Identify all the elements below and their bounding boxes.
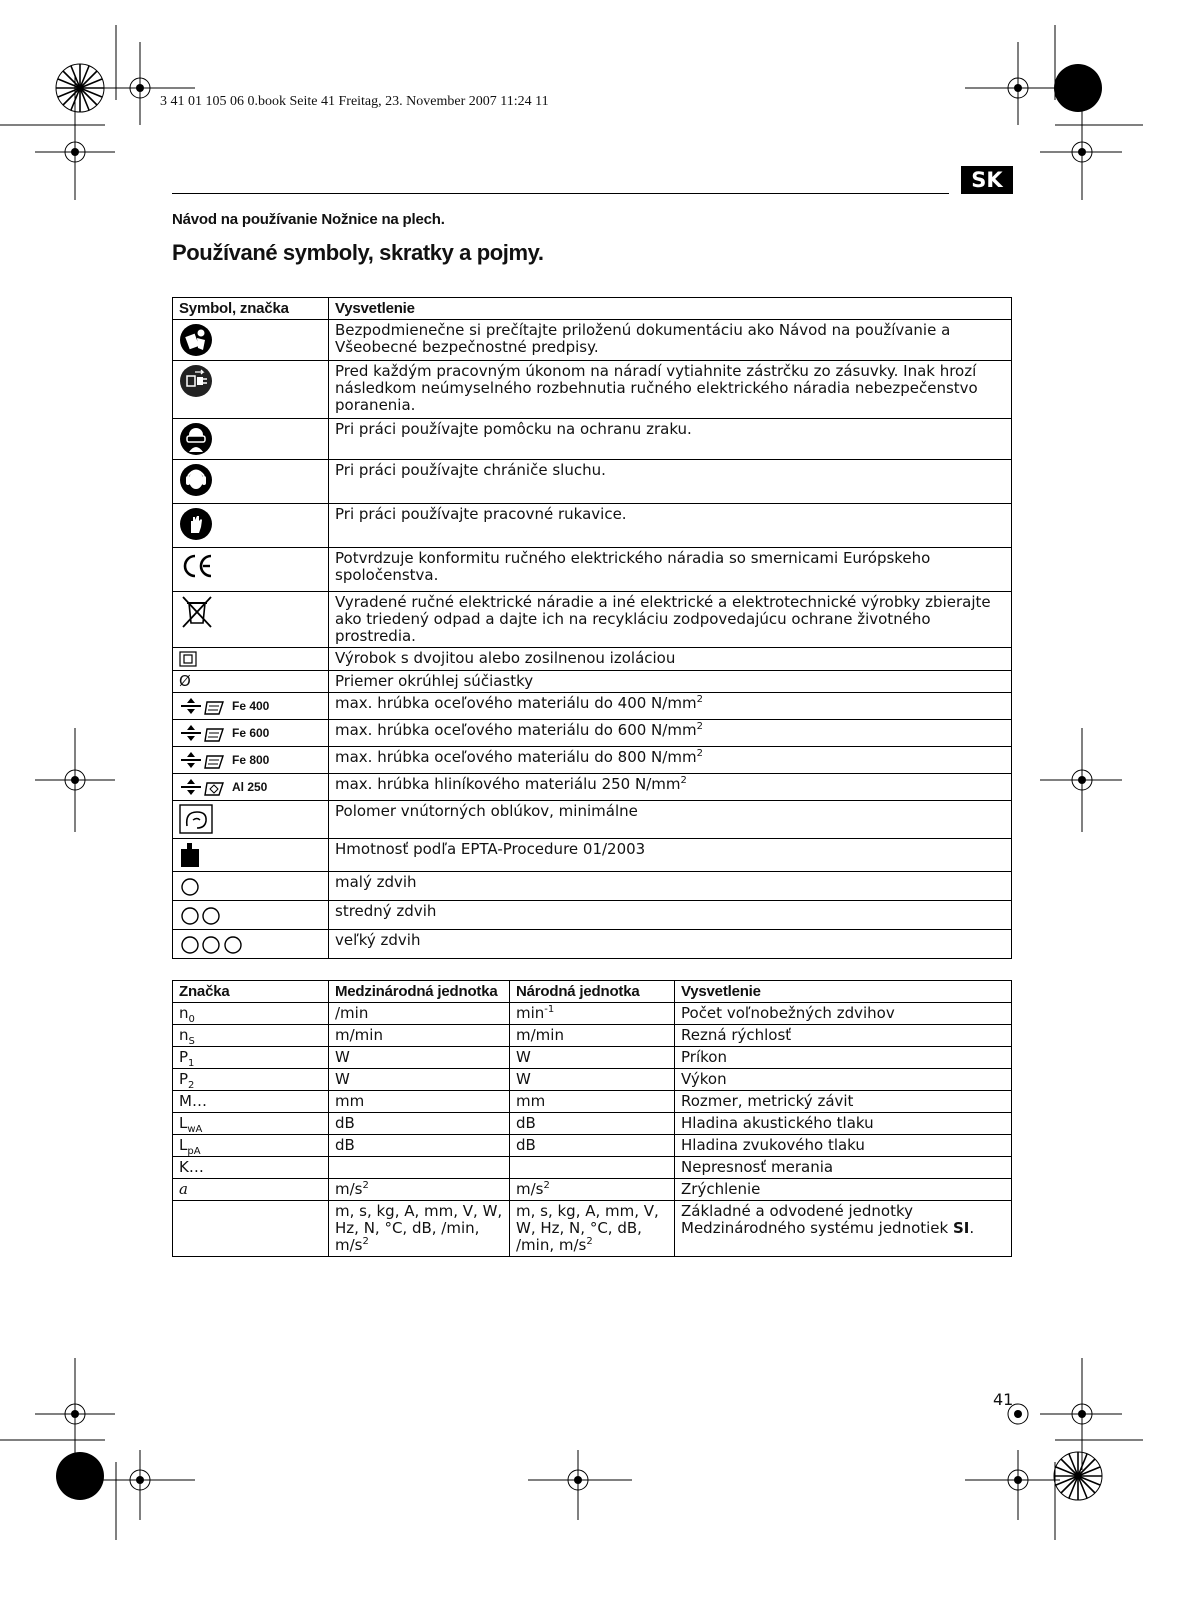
explanation: Základné a odvodené jednotky Medzinárodného systému jednotiek bbox=[681, 1202, 953, 1237]
explanation: Hladina akustického tlaku bbox=[675, 1113, 1012, 1135]
table-row bbox=[173, 801, 1012, 839]
table-row bbox=[173, 419, 1012, 460]
col-explanation: Vysvetlenie bbox=[675, 981, 1012, 1003]
units-table-header bbox=[173, 981, 1012, 1003]
mark-subscript: 0 bbox=[188, 1014, 195, 1025]
mark: P bbox=[179, 1048, 189, 1066]
table-row bbox=[173, 460, 1012, 504]
col-international-unit: Medzinárodná jednotka bbox=[329, 981, 510, 1003]
superscript: 2 bbox=[680, 775, 687, 786]
steel-grade-label: Fe 400 bbox=[232, 698, 270, 713]
row-text: Bezpodmienečne si prečítajte priloženú dokumentáciu ako Návod na používanie a Všeobecné bezpečnostné predpisy. bbox=[329, 320, 1012, 361]
weight-icon bbox=[179, 842, 201, 868]
steel-grade-label: Fe 600 bbox=[232, 725, 270, 740]
mark: L bbox=[179, 1114, 188, 1132]
table-row bbox=[173, 1157, 1012, 1179]
superscript: 2 bbox=[696, 748, 703, 759]
mark: n bbox=[179, 1026, 189, 1044]
col-mark: Značka bbox=[173, 981, 329, 1003]
explanation: Rozmer, metrický závit bbox=[675, 1091, 1012, 1113]
superscript: 2 bbox=[543, 1180, 550, 1191]
mark: M… bbox=[173, 1091, 329, 1113]
inner-radius-icon bbox=[179, 804, 213, 834]
table-row bbox=[173, 839, 1012, 872]
units-table bbox=[172, 980, 1012, 1257]
table-row bbox=[173, 693, 1012, 720]
thickness-steel-icon bbox=[179, 723, 227, 743]
international-unit: mm bbox=[329, 1091, 510, 1113]
row-text: Pri práci používajte chrániče sluchu. bbox=[329, 460, 1012, 504]
mark bbox=[173, 1201, 329, 1257]
double-insulation-icon bbox=[179, 651, 197, 667]
row-text: Potvrdzuje konformitu ručného elektrického náradia so smernicami Európskeho spoločenstva. bbox=[329, 548, 1012, 592]
national-unit: W bbox=[510, 1069, 675, 1091]
table-row bbox=[173, 1135, 1012, 1157]
superscript: 2 bbox=[696, 694, 703, 705]
table-row bbox=[173, 1179, 1012, 1201]
col-symbol: Symbol, značka bbox=[173, 298, 329, 320]
superscript: 2 bbox=[362, 1180, 369, 1191]
international-unit: dB bbox=[329, 1135, 510, 1157]
superscript: 2 bbox=[586, 1236, 593, 1247]
mark: P bbox=[179, 1070, 189, 1088]
unplug-icon bbox=[179, 364, 213, 398]
symbols-table bbox=[172, 297, 1012, 959]
manual-subtitle: Návod na používanie Nožnice na plech. bbox=[172, 211, 445, 228]
table-row bbox=[173, 1025, 1012, 1047]
table-row bbox=[173, 1069, 1012, 1091]
row-text: Pri práci používajte pomôcku na ochranu zraku. bbox=[329, 419, 1012, 460]
explanation: Rezná rýchlosť bbox=[675, 1025, 1012, 1047]
header-rule bbox=[172, 193, 949, 194]
table-row bbox=[173, 648, 1012, 671]
mark-subscript: 2 bbox=[188, 1080, 195, 1091]
row-text: Pri práci používajte pracovné rukavice. bbox=[329, 504, 1012, 548]
page-title: Používané symboly, skratky a pojmy. bbox=[172, 240, 544, 265]
table-row bbox=[173, 872, 1012, 901]
aluminium-grade-label: Al 250 bbox=[232, 779, 268, 794]
superscript: -1 bbox=[544, 1004, 555, 1015]
row-text: max. hrúbka oceľového materiálu do 400 N/mm bbox=[335, 694, 697, 712]
table-row bbox=[173, 361, 1012, 419]
table-row bbox=[173, 774, 1012, 801]
diameter-symbol: Ø bbox=[173, 671, 329, 693]
language-badge: SK bbox=[961, 166, 1013, 194]
mark-subscript: pA bbox=[187, 1146, 201, 1157]
three-circles-icon bbox=[179, 933, 245, 955]
international-unit: m/s bbox=[335, 1180, 363, 1198]
table-row bbox=[173, 1113, 1012, 1135]
explanation: Príkon bbox=[675, 1047, 1012, 1069]
col-explanation: Vysvetlenie bbox=[329, 298, 1012, 320]
explanation-end: . bbox=[969, 1219, 975, 1237]
international-unit: m, s, kg, A, mm, V, W, Hz, N, °C, dB, /min, m/s bbox=[335, 1202, 503, 1254]
table-row bbox=[173, 671, 1012, 693]
row-text: max. hrúbka oceľového materiálu do 800 N/mm bbox=[335, 748, 697, 766]
mark-subscript: 1 bbox=[188, 1058, 195, 1069]
table-row bbox=[173, 930, 1012, 959]
read-manual-icon bbox=[179, 323, 213, 357]
mark: L bbox=[179, 1136, 188, 1154]
mark: a bbox=[173, 1179, 329, 1201]
national-unit: dB bbox=[510, 1113, 675, 1135]
print-header-line: 3 41 01 105 06 0.book Seite 41 Freitag, 23. November 2007 11:24 11 bbox=[160, 94, 549, 109]
international-unit: W bbox=[329, 1069, 510, 1091]
col-national-unit: Národná jednotka bbox=[510, 981, 675, 1003]
international-unit: dB bbox=[329, 1113, 510, 1135]
si-abbrev: SI bbox=[953, 1219, 970, 1237]
crossed-bin-icon bbox=[179, 595, 215, 629]
explanation: Výkon bbox=[675, 1069, 1012, 1091]
steel-grade-label: Fe 800 bbox=[232, 752, 270, 767]
international-unit: m/min bbox=[329, 1025, 510, 1047]
table-row bbox=[173, 1047, 1012, 1069]
mark-subscript: wA bbox=[187, 1124, 203, 1135]
row-text: Pred každým pracovným úkonom na náradí vytiahnite zástrčku zo zásuvky. Inak hrozí následkom neúmyselného rozbehnutia ručného elektrického náradia nebezpečenstvo poranenia. bbox=[329, 361, 1012, 419]
international-unit bbox=[329, 1157, 510, 1179]
row-text: max. hrúbka oceľového materiálu do 600 N/mm bbox=[335, 721, 697, 739]
national-unit: dB bbox=[510, 1135, 675, 1157]
table-row bbox=[173, 1091, 1012, 1113]
international-unit: /min bbox=[329, 1003, 510, 1025]
thickness-steel-icon bbox=[179, 750, 227, 770]
row-text: Vyradené ručné elektrické náradie a iné elektrické a elektrotechnické výrobky zbierajte ako triedený odpad a dajte ich na recykláciu zodpovedajúcu ochrane životného prostredia. bbox=[329, 592, 1012, 648]
ce-mark-icon bbox=[179, 551, 217, 581]
superscript: 2 bbox=[696, 721, 703, 732]
row-text: max. hrúbka hliníkového materiálu 250 N/mm bbox=[335, 775, 681, 793]
page-number: 41 bbox=[993, 1390, 1014, 1409]
national-unit: mm bbox=[510, 1091, 675, 1113]
row-text: Hmotnosť podľa EPTA-Procedure 01/2003 bbox=[329, 839, 1012, 872]
symbols-table-header bbox=[173, 298, 1012, 320]
superscript: 2 bbox=[362, 1236, 369, 1247]
national-unit: m/min bbox=[510, 1025, 675, 1047]
table-row bbox=[173, 901, 1012, 930]
explanation: Počet voľnobežných zdvihov bbox=[675, 1003, 1012, 1025]
two-circles-icon bbox=[179, 904, 223, 926]
mark: K… bbox=[173, 1157, 329, 1179]
gloves-icon bbox=[179, 507, 213, 541]
table-row bbox=[173, 548, 1012, 592]
thickness-steel-icon bbox=[179, 696, 227, 716]
table-row bbox=[173, 1201, 1012, 1257]
national-unit: m/s bbox=[516, 1180, 544, 1198]
thickness-aluminium-icon bbox=[179, 777, 227, 797]
mark: n bbox=[179, 1004, 189, 1022]
eye-protection-icon bbox=[179, 422, 213, 456]
table-row bbox=[173, 1003, 1012, 1025]
table-row bbox=[173, 747, 1012, 774]
national-unit: m, s, kg, A, mm, V, W, Hz, N, °C, dB, /min, m/s bbox=[516, 1202, 659, 1254]
national-unit: W bbox=[510, 1047, 675, 1069]
national-unit: min bbox=[516, 1004, 545, 1022]
row-text: veľký zdvih bbox=[329, 930, 1012, 959]
international-unit: W bbox=[329, 1047, 510, 1069]
mark-subscript: S bbox=[188, 1036, 195, 1047]
row-text: malý zdvih bbox=[329, 872, 1012, 901]
explanation: Nepresnosť merania bbox=[675, 1157, 1012, 1179]
row-text: Polomer vnútorných oblúkov, minimálne bbox=[329, 801, 1012, 839]
row-text: Priemer okrúhlej súčiastky bbox=[329, 671, 1012, 693]
one-circle-icon bbox=[179, 875, 201, 897]
table-row bbox=[173, 504, 1012, 548]
row-text: stredný zdvih bbox=[329, 901, 1012, 930]
row-text: Výrobok s dvojitou alebo zosilnenou izoláciou bbox=[329, 648, 1012, 671]
table-row bbox=[173, 720, 1012, 747]
national-unit bbox=[510, 1157, 675, 1179]
explanation: Hladina zvukového tlaku bbox=[675, 1135, 1012, 1157]
table-row bbox=[173, 320, 1012, 361]
ear-protection-icon bbox=[179, 463, 213, 497]
explanation: Zrýchlenie bbox=[675, 1179, 1012, 1201]
table-row bbox=[173, 592, 1012, 648]
